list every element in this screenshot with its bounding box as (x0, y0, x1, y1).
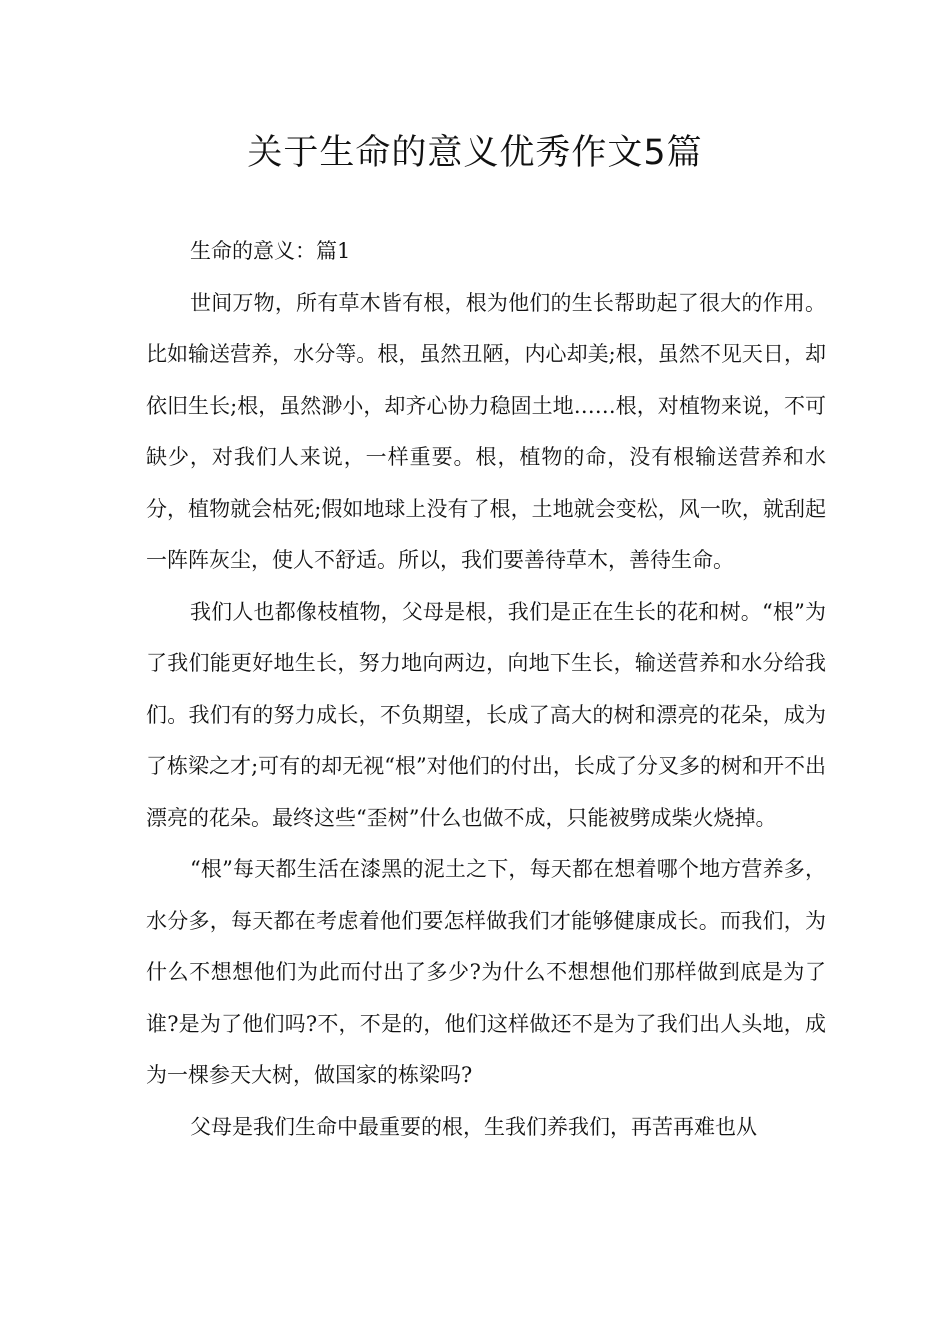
paragraph: 我们人也都像枝植物，父母是根，我们是正在生长的花和树。“根”为了我们能更好地生长，努力地向两边，向地下生长，输送营养和水分给我们。我们有的努力成长，不负期望，长成了高大的树和漂亮的花朵，成为了栋梁之才;可有的却无视“根”对他们的付出，长成了分叉多的树和开不出漂亮的花朵。最终这些“歪树”什么也做不成，只能被劈成柴火烧掉。 (146, 599, 826, 830)
section-heading: 生命的意义：篇1 (190, 239, 351, 263)
document-body (146, 226, 826, 1153)
document-title: 关于生命的意义优秀作文5篇 (247, 133, 703, 173)
paragraph: “根”每天都生活在漆黑的泥土之下，每天都在想着哪个地方营养多，水分多，每天都在考虑着他们要怎样做我们才能够健康成长。而我们，为什么不想想他们为此而付出了多少?为什么不想想他们那样做到底是为了谁?是为了他们吗?不，不是的，他们这样做还不是为了我们出人头地，成为一棵参天大树，做国家的栋梁吗? (146, 857, 826, 1087)
paragraph: 世间万物，所有草木皆有根，根为他们的生长帮助起了很大的作用。比如输送营养，水分等。根，虽然丑陋，内心却美;根，虽然不见天日，却依旧生长;根，虽然渺小，却齐心协力稳固土地……根，对植物来说，不可缺少，对我们人来说，一样重要。根，植物的命，没有根输送营养和水分，植物就会枯死;假如地球上没有了根，土地就会变松，风一吹，就刮起一阵阵灰尘，使人不舒适。所以，我们要善待草木，善待生命。 (146, 290, 826, 572)
paragraph: 父母是我们生命中最重要的根，生我们养我们，再苦再难也从 (190, 1114, 757, 1139)
